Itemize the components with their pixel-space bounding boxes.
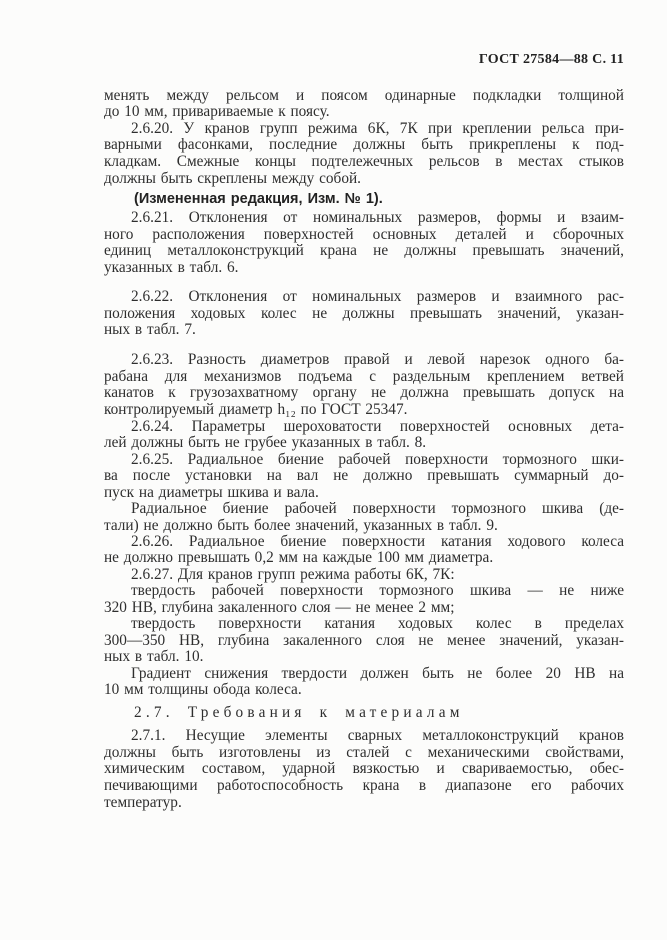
section-heading: 2.7. Требования к материалам xyxy=(134,704,464,721)
text-line: варными фасонками, последние должны быть прикреплены к под- xyxy=(104,136,624,153)
text-line: Радиальное биение рабочей поверхности тормозного шкива (де- xyxy=(131,500,624,517)
text-line: указанных в табл. 6. xyxy=(104,259,239,276)
text-line: печивающими работоспособность крана в диапазоне его рабочих xyxy=(104,777,624,794)
text-line: пуск на диаметры шкива и вала. xyxy=(104,484,319,501)
text-line: единиц металлоконструкций крана не должны превышать значений, xyxy=(104,242,624,259)
text-line: ва после установки на вал не должно превышать суммарный до- xyxy=(104,467,624,484)
text-line: контролируемый диаметр h₁₂ по ГОСТ 25347. xyxy=(104,401,408,418)
text-line: не должно превышать 0,2 мм на каждые 100 мм диаметра. xyxy=(104,549,494,566)
text-line: лей должны быть не грубее указанных в табл. 8. xyxy=(104,434,427,451)
text-line: ных в табл. 10. xyxy=(104,648,204,665)
text-line: твердость поверхности катания ходовых колес в пределах xyxy=(131,615,624,632)
text-line: 10 мм толщины обода колеса. xyxy=(104,681,302,698)
text-line: 2.6.22. Отклонения от номинальных размеров и взаимного рас- xyxy=(131,288,624,305)
text-line: должны быть изготовлены из сталей с механическими свойствами, xyxy=(104,744,624,761)
text-line: 2.6.23. Разность диаметров правой и левой нарезок одного ба- xyxy=(131,351,624,368)
text-line: 2.6.27. Для кранов групп режима работы 6К, 7К: xyxy=(131,566,455,583)
text-line: твердость рабочей поверхности тормозного шкива — не ниже xyxy=(131,582,624,599)
amendment-note: (Измененная редакция, Изм. № 1). xyxy=(134,191,383,207)
text-line: 2.7.1. Несущие элементы сварных металлоконструкций кранов xyxy=(131,727,624,744)
text-line: менять между рельсом и поясом одинарные подкладки толщиной xyxy=(104,87,624,104)
text-line: кладкам. Смежные концы подтележечных рельсов в местах стыков xyxy=(104,153,624,170)
text-line: должны быть скреплены между собой. xyxy=(104,170,361,187)
text-line: тали) не должно быть более значений, указанных в табл. 9. xyxy=(104,517,498,534)
text-line: 320 НВ, глубина закаленного слоя — не менее 2 мм; xyxy=(104,599,455,616)
text-line: ного расположения поверхностей основных деталей и сборочных xyxy=(104,226,624,243)
text-line: температур. xyxy=(104,794,182,811)
text-line: ных в табл. 7. xyxy=(104,321,196,338)
text-line: 2.6.26. Радиальное биение поверхности катания ходового колеса xyxy=(131,533,624,550)
text-line: 2.6.25. Радиальное биение рабочей поверхности тормозного шки- xyxy=(131,451,624,468)
text-line: Градиент снижения твердости должен быть не более 20 НВ на xyxy=(131,665,624,682)
page-header: ГОСТ 27584—88 С. 11 xyxy=(478,52,624,67)
text-line: канатов к грузозахватному органу не должна превышать допуск на xyxy=(104,384,624,401)
text-line: положения ходовых колес не должны превышать значений, указан- xyxy=(104,305,624,322)
text-line: 2.6.20. У кранов групп режима 6К, 7К при креплении рельса при- xyxy=(131,120,624,137)
text-line: 2.6.24. Параметры шероховатости поверхностей основных дета- xyxy=(131,418,624,435)
text-line: 300—350 НВ, глубина закаленного слоя не менее значений, указан- xyxy=(104,632,624,649)
text-line: 2.6.21. Отклонения от номинальных размеров, формы и взаим- xyxy=(131,209,624,226)
text-line: химическим составом, ударной вязкостью и свариваемостью, обес- xyxy=(104,760,624,777)
text-line: рабана для механизмов подъема с раздельным креплением ветвей xyxy=(104,368,624,385)
text-line: до 10 мм, привариваемые к поясу. xyxy=(104,103,330,120)
